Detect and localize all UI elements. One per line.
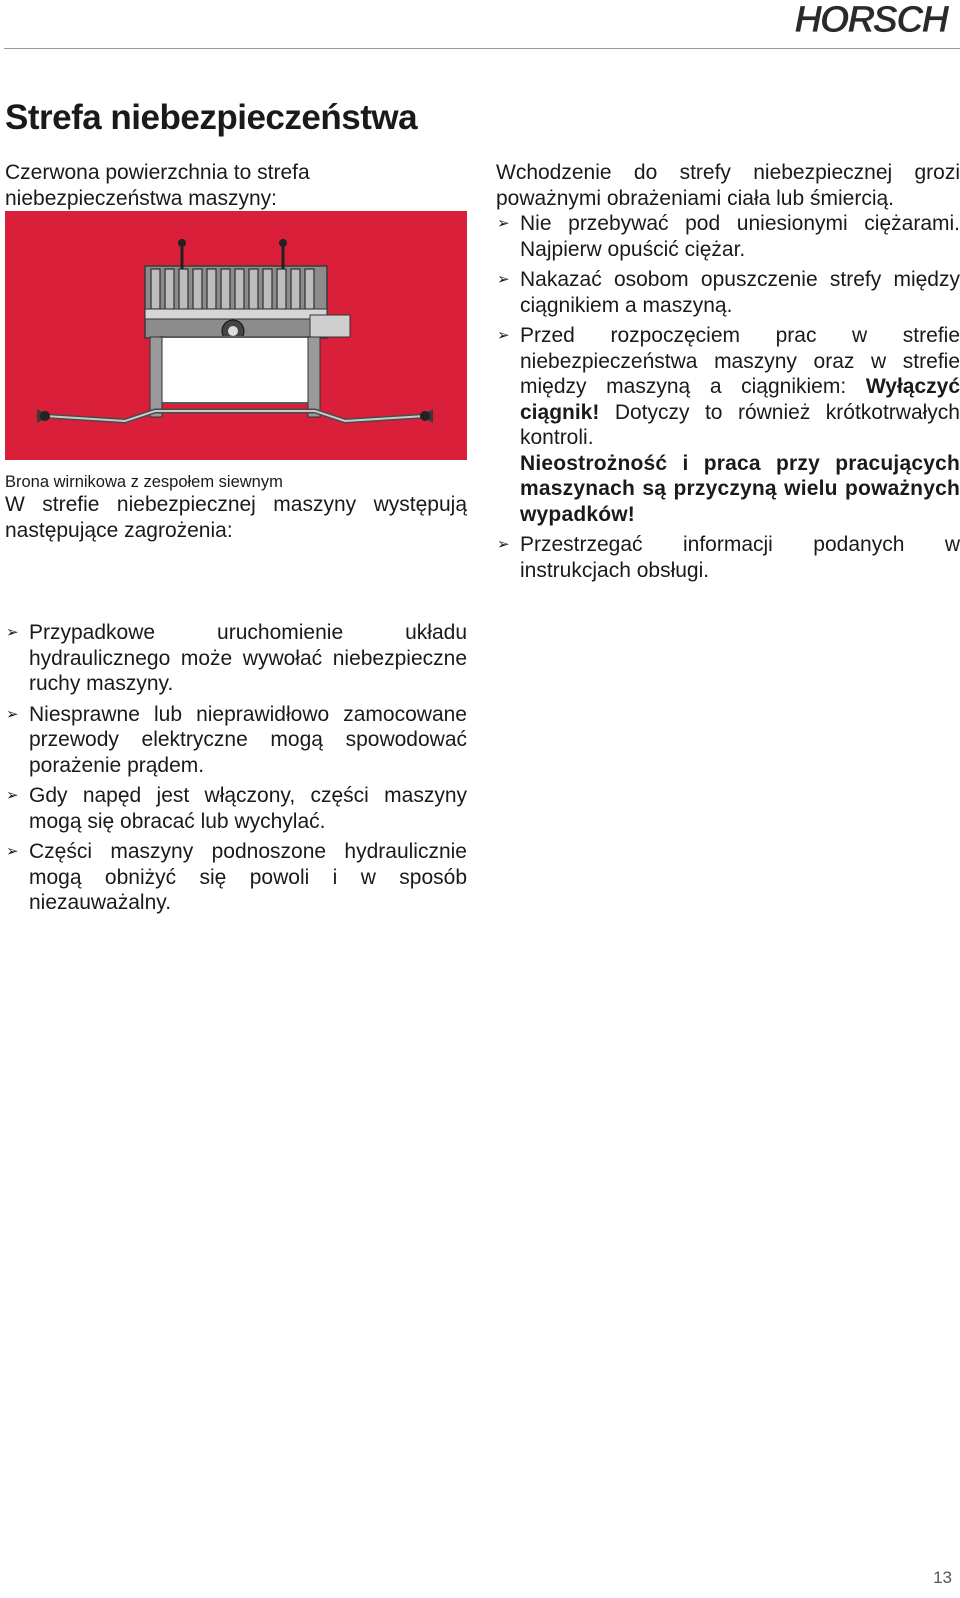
bullet-arrow-icon: ➢	[497, 271, 510, 288]
instruction-text: Nie przebywać pod uniesionymi ciężarami. Najpierw opuścić ciężar.	[520, 212, 960, 261]
list-item	[496, 267, 960, 318]
bullet-arrow-icon: ➢	[6, 843, 19, 860]
list-item	[5, 702, 467, 779]
hazards-intro: W strefie niebezpiecznej maszyny występują następujące zagrożenia:	[5, 493, 467, 542]
instruction-text: Przestrzegać informacji podanych w instrukcjach obsługi.	[520, 533, 960, 582]
bullet-arrow-icon: ➢	[6, 624, 19, 641]
accident-warning: Nieostrożność i praca przy pracujących maszynach są przyczyną wielu poważnych wypadków!	[520, 451, 960, 526]
left-intro: Czerwona powierzchnia to strefa niebezpieczeństwa maszyny:	[5, 161, 310, 210]
left-column	[5, 160, 467, 543]
turn-off-tractor-text: Wyłączyć ciągnik!	[520, 375, 960, 424]
hazard-text: Niesprawne lub nieprawidłowo zamocowane przewody elektryczne mogą spowodować porażenie prądem.	[29, 702, 467, 777]
logo-text: HORSCH	[794, 0, 947, 36]
figure-caption: Brona wirnikowa z zespołem siewnym	[5, 473, 283, 491]
bullet-arrow-icon: ➢	[497, 215, 510, 232]
header-divider	[4, 48, 960, 49]
instruction-text: Nakazać osobom opuszczenie strefy między ciągnikiem a maszyną.	[520, 268, 960, 317]
bullet-arrow-icon: ➢	[6, 705, 19, 723]
hazard-text: Gdy napęd jest włączony, części maszyny mogą się obracać lub wychylać.	[29, 784, 467, 833]
hazard-list	[5, 620, 467, 921]
list-item	[5, 620, 467, 697]
instruction-note: Dotyczy to również krótkotrwałych kontroli.	[520, 400, 960, 449]
right-column	[496, 160, 960, 588]
page-number: 13	[933, 1568, 952, 1587]
list-item	[5, 783, 467, 834]
list-item	[496, 323, 960, 527]
bullet-arrow-icon: ➢	[497, 536, 510, 553]
right-intro: Wchodzenie do strefy niebezpiecznej grozi poważnymi obrażeniami ciała lub śmiercią.	[496, 161, 960, 210]
rotary-harrow-illustration	[5, 211, 467, 460]
instruction-text: Przed rozpoczęciem prac w strefie niebezpieczeństwa maszyny oraz w strefie między maszyną a ciągnikiem:	[520, 324, 960, 398]
danger-zone-figure	[5, 211, 467, 460]
page-title: Strefa niebezpieczeństwa	[5, 98, 418, 137]
list-item	[5, 839, 467, 916]
horsch-logo	[742, 0, 952, 36]
bullet-arrow-icon: ➢	[497, 327, 510, 344]
safety-instructions-list	[496, 211, 960, 583]
hazard-text: Przypadkowe uruchomienie układu hydraulicznego może wywołać niebezpieczne ruchy maszyny.	[29, 621, 467, 695]
hazard-text: Części maszyny podnoszone hydraulicznie mogą obniżyć się powoli i w sposób niezauważalny.	[29, 840, 467, 914]
list-item	[496, 211, 960, 262]
bullet-arrow-icon: ➢	[6, 787, 19, 804]
list-item	[496, 532, 960, 583]
